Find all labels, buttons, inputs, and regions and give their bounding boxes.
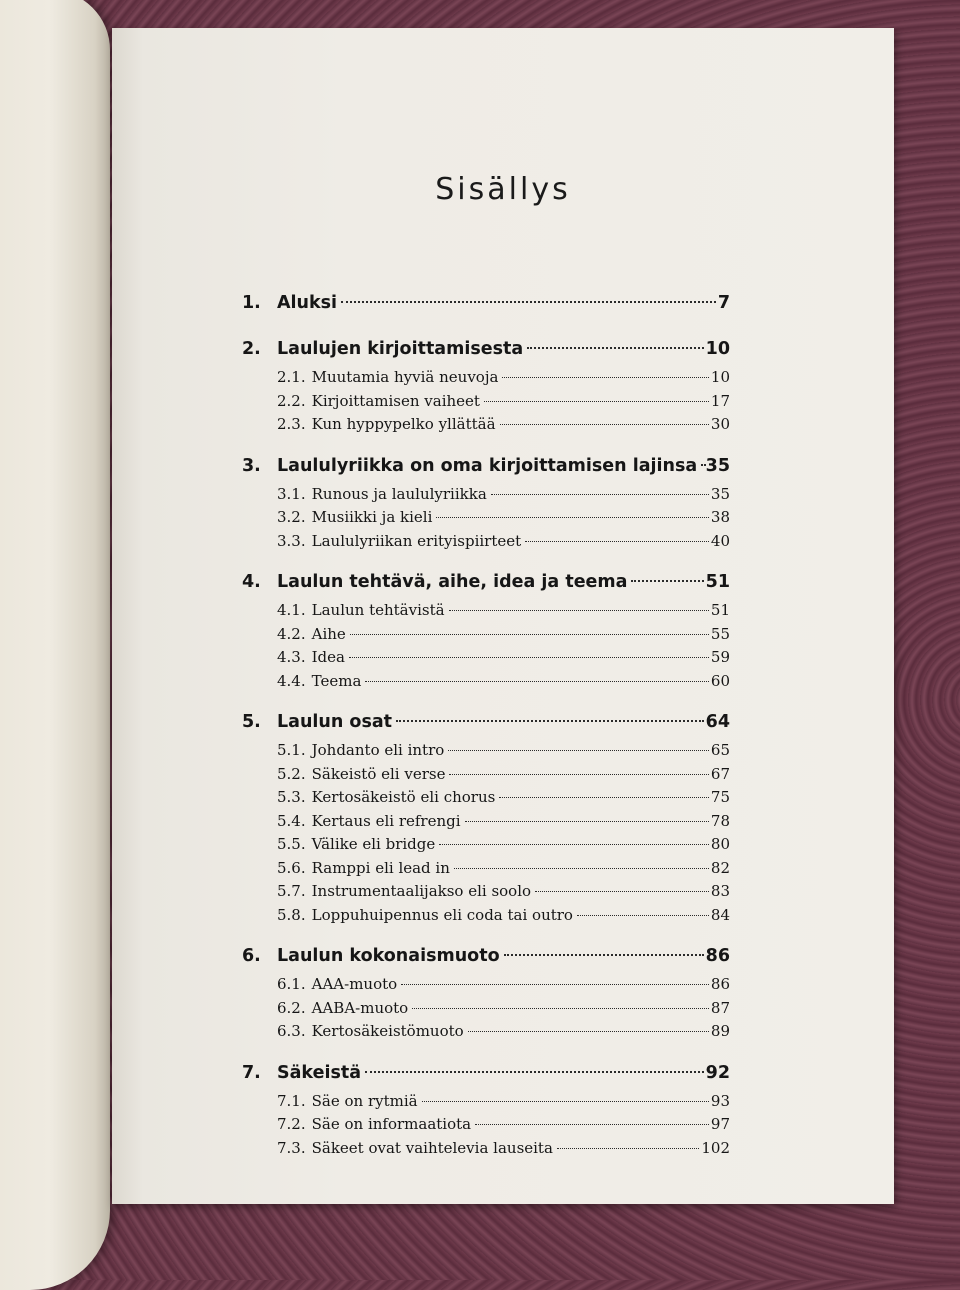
toc-section-entry[interactable] (242, 786, 730, 810)
page-number: 102 (701, 1138, 730, 1157)
section-title: Säkeistö eli verse (311, 764, 446, 783)
section-number: 6.3. (277, 1022, 306, 1040)
page-number: 10 (705, 339, 730, 359)
chapter-title: Laulun tehtävä, aihe, idea ja teema (277, 572, 628, 592)
section-number: 6.2. (277, 998, 306, 1017)
page-number: 80 (710, 835, 730, 853)
page-number: 35 (705, 455, 730, 476)
dot-leader (412, 1008, 709, 1009)
toc-chapter-entry[interactable] (242, 449, 730, 483)
section-number: 7.1. (277, 1091, 306, 1110)
section-number: 4.1. (277, 601, 306, 619)
page-number: 83 (710, 882, 730, 900)
page-number: 51 (710, 601, 730, 619)
page-number: 97 (710, 1115, 730, 1133)
page-number: 35 (710, 484, 730, 503)
page-number: 17 (710, 391, 730, 410)
section-title: Ramppi eli lead in (311, 858, 450, 877)
page-number: 67 (710, 764, 730, 783)
toc-chapter-entry[interactable] (242, 939, 730, 973)
toc-chapter (242, 705, 730, 927)
toc-section-entry[interactable] (242, 810, 730, 834)
chapter-number: 2. (242, 339, 261, 359)
section-title: Kirjoittamisen vaiheet (311, 391, 480, 410)
dot-leader (401, 984, 709, 985)
toc-section-entry[interactable] (242, 1137, 730, 1161)
page-number: 55 (710, 624, 730, 643)
dot-leader (484, 401, 709, 402)
toc-section-entry[interactable] (242, 646, 730, 670)
toc-section-entry[interactable] (242, 1090, 730, 1114)
toc-section-entry[interactable] (242, 997, 730, 1021)
page-number: 7 (717, 293, 730, 313)
section-number: 5.3. (277, 788, 306, 806)
section-number: 5.2. (277, 764, 306, 783)
toc-chapter-entry[interactable] (242, 332, 730, 366)
dot-leader (491, 494, 709, 495)
dot-leader (577, 915, 709, 916)
page-number: 40 (710, 531, 730, 550)
section-number: 7.3. (277, 1138, 306, 1157)
section-title: Välike eli bridge (311, 835, 436, 853)
section-title: Kertaus eli refrengi (311, 811, 461, 830)
chapter-number: 3. (242, 455, 261, 476)
toc-section-entry[interactable] (242, 1113, 730, 1137)
section-number: 2.1. (277, 368, 306, 386)
section-number: 5.7. (277, 882, 306, 900)
chapter-number: 1. (242, 293, 261, 313)
dot-leader (341, 301, 716, 303)
toc-chapter (242, 565, 730, 693)
dot-leader (465, 821, 709, 822)
toc-chapter-entry[interactable] (242, 565, 730, 599)
toc-section-entry[interactable] (242, 739, 730, 763)
page-number: 78 (710, 811, 730, 830)
chapter-title: Laululyriikka on oma kirjoittamisen lajinsa (277, 455, 698, 476)
chapter-number: 4. (242, 572, 261, 592)
toc-chapter-entry[interactable] (242, 286, 730, 320)
section-title: Säe on rytmiä (311, 1091, 418, 1110)
section-number: 3.3. (277, 531, 306, 550)
toc-chapter-entry[interactable] (242, 705, 730, 739)
toc-section-entry[interactable] (242, 670, 730, 694)
dot-leader (468, 1031, 709, 1032)
table-of-contents (242, 286, 730, 1172)
toc-section-entry[interactable] (242, 366, 730, 390)
page-number: 65 (710, 741, 730, 759)
section-title: Instrumentaalijakso eli soolo (311, 882, 532, 900)
dot-leader (557, 1148, 699, 1149)
page-number: 59 (710, 648, 730, 666)
section-number: 2.2. (277, 391, 306, 410)
dot-leader (535, 891, 709, 892)
toc-section-entry[interactable] (242, 880, 730, 904)
toc-section-entry[interactable] (242, 857, 730, 881)
toc-section-entry[interactable] (242, 506, 730, 530)
chapter-title: Laulun osat (277, 712, 393, 732)
toc-section-entry[interactable] (242, 833, 730, 857)
page-number: 60 (710, 671, 730, 690)
page-number: 84 (710, 905, 730, 924)
page-number: 30 (710, 415, 730, 433)
section-title: Teema (311, 671, 362, 690)
section-title: Runous ja laululyriikka (311, 484, 487, 503)
toc-section-entry[interactable] (242, 623, 730, 647)
section-title: Loppuhuipennus eli coda tai outro (311, 905, 573, 924)
dot-leader (475, 1124, 709, 1125)
section-number: 3.2. (277, 508, 306, 526)
dot-leader (439, 844, 709, 845)
toc-chapter (242, 332, 730, 437)
dot-leader (504, 954, 704, 956)
page-number: 86 (710, 975, 730, 993)
dot-leader (502, 377, 708, 378)
chapter-number: 6. (242, 946, 261, 966)
section-number: 4.3. (277, 648, 306, 666)
toc-section-entry[interactable] (242, 763, 730, 787)
toc-section-entry[interactable] (242, 483, 730, 507)
section-number: 5.8. (277, 905, 306, 924)
section-number: 2.3. (277, 415, 306, 433)
section-number: 6.1. (277, 975, 306, 993)
section-title: Johdanto eli intro (311, 741, 445, 759)
page-number: 51 (705, 572, 730, 592)
section-title: Säe on informaatiota (311, 1115, 472, 1133)
toc-section-entry[interactable] (242, 413, 730, 437)
dot-leader (499, 797, 709, 798)
section-title: Laululyriikan erityispiirteet (311, 531, 522, 550)
dot-leader (525, 541, 709, 542)
toc-chapter (242, 449, 730, 554)
chapter-title: Säkeistä (277, 1062, 362, 1083)
page-number: 89 (710, 1022, 730, 1040)
toc-section-entry[interactable] (242, 390, 730, 414)
section-number: 4.2. (277, 624, 306, 643)
dot-leader (449, 774, 708, 775)
page-number: 87 (710, 998, 730, 1017)
toc-section-entry[interactable] (242, 973, 730, 997)
dot-leader (349, 657, 709, 658)
chapter-number: 5. (242, 712, 261, 732)
page-number: 38 (710, 508, 730, 526)
section-number: 5.4. (277, 811, 306, 830)
dot-leader (454, 868, 709, 869)
dot-leader (365, 1071, 704, 1073)
toc-section-entry[interactable] (242, 1020, 730, 1044)
toc-chapter-entry[interactable] (242, 1056, 730, 1090)
section-title: Säkeet ovat vaihtelevia lauseita (311, 1138, 553, 1157)
section-title: Kun hyppypelko yllättää (311, 415, 496, 433)
page-number: 92 (705, 1062, 730, 1083)
dot-leader (448, 750, 709, 751)
dot-leader (449, 610, 709, 611)
chapter-title: Aluksi (277, 293, 338, 313)
chapter-number: 7. (242, 1062, 261, 1083)
dot-leader (422, 1101, 709, 1102)
page-number: 75 (710, 788, 730, 806)
section-number: 5.5. (277, 835, 306, 853)
section-title: Laulun tehtävistä (311, 601, 445, 619)
section-number: 5.6. (277, 858, 306, 877)
page-number: 86 (705, 946, 730, 966)
dot-leader (527, 347, 703, 349)
toc-chapter (242, 286, 730, 320)
page-number: 10 (710, 368, 730, 386)
section-number: 5.1. (277, 741, 306, 759)
chapter-title: Laulujen kirjoittamisesta (277, 339, 524, 359)
page-number: 93 (710, 1091, 730, 1110)
section-title: Musiikki ja kieli (311, 508, 433, 526)
toc-chapter (242, 1056, 730, 1161)
dot-leader (500, 424, 709, 425)
dot-leader (436, 517, 709, 518)
section-title: Idea (311, 648, 345, 666)
section-number: 7.2. (277, 1115, 306, 1133)
toc-chapter (242, 939, 730, 1044)
toc-section-entry[interactable] (242, 904, 730, 928)
toc-section-entry[interactable] (242, 599, 730, 623)
section-number: 4.4. (277, 671, 306, 690)
section-title: AAA-muoto (311, 975, 398, 993)
dot-leader (631, 580, 703, 582)
section-title: AABA-muoto (311, 998, 409, 1017)
chapter-title: Laulun kokonaismuoto (277, 946, 500, 966)
dot-leader (396, 720, 704, 722)
dot-leader (350, 634, 709, 635)
facing-page-edge (0, 0, 110, 1290)
section-title: Muutamia hyviä neuvoja (311, 368, 499, 386)
book-page (112, 28, 894, 1204)
page-title: Sisällys (435, 172, 571, 207)
page-number: 64 (705, 712, 730, 732)
section-title: Kertosäkeistömuoto (311, 1022, 464, 1040)
page-number: 82 (710, 858, 730, 877)
dot-leader (701, 464, 703, 466)
dot-leader (365, 681, 709, 682)
section-number: 3.1. (277, 484, 306, 503)
toc-section-entry[interactable] (242, 530, 730, 554)
section-title: Aihe (311, 624, 346, 643)
section-title: Kertosäkeistö eli chorus (311, 788, 496, 806)
